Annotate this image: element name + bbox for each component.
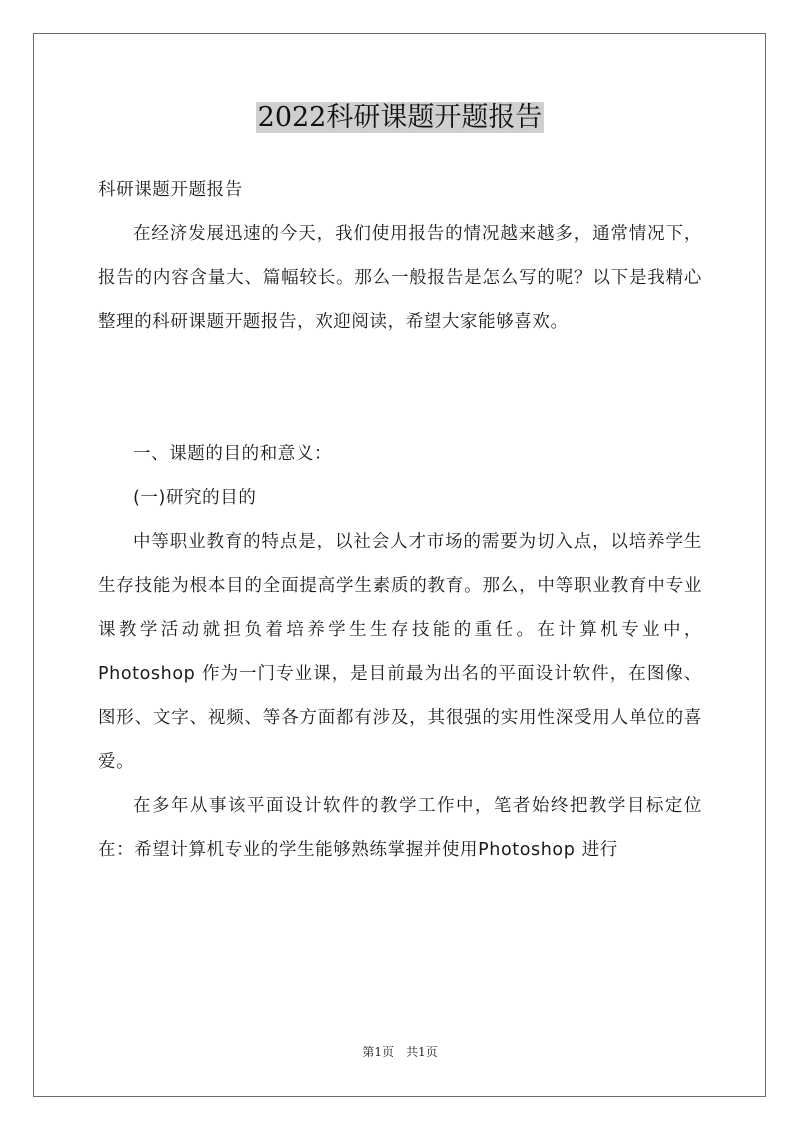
- document-title-text: 2022科研课题开题报告: [257, 102, 543, 133]
- subsection-heading-1-1: (一)研究的目的: [133, 488, 257, 508]
- page-footer: 第1页 共1页: [362, 1045, 438, 1059]
- body-paragraph-1: 中等职业教育的特点是，以社会人才市场的需要为切入点，以培养学生生存技能为根本目的全面提高学生素质的教育。那么，中等职业教育中专业课教学活动就担负着培养学生生存技能的重任。在计算机专业中，Photoshop 作为一门专业课，是目前最为出名的平面设计软件，在图像、图形、文字、视频、等各方面都有涉及，其很强的实用性深受用人单位的喜爱。: [98, 532, 702, 772]
- document-title: [0, 98, 800, 138]
- body-paragraph-2: 在多年从事该平面设计软件的教学工作中，笔者始终把教学目标定位在：希望计算机专业的学生能够熟练掌握并使用Photoshop 进行: [98, 796, 702, 860]
- paragraph-gap: [98, 344, 702, 432]
- section-heading-1: 一、课题的目的和意义：: [133, 444, 333, 464]
- document-body: [98, 168, 702, 872]
- subtitle-line: 科研课题开题报告: [98, 180, 243, 200]
- intro-paragraph: 在经济发展迅速的今天，我们使用报告的情况越来越多，通常情况下，报告的内容含量大、篇幅较长。那么一般报告是怎么写的呢？以下是我精心整理的科研课题开题报告，欢迎阅读，希望大家能够喜欢。: [98, 224, 702, 332]
